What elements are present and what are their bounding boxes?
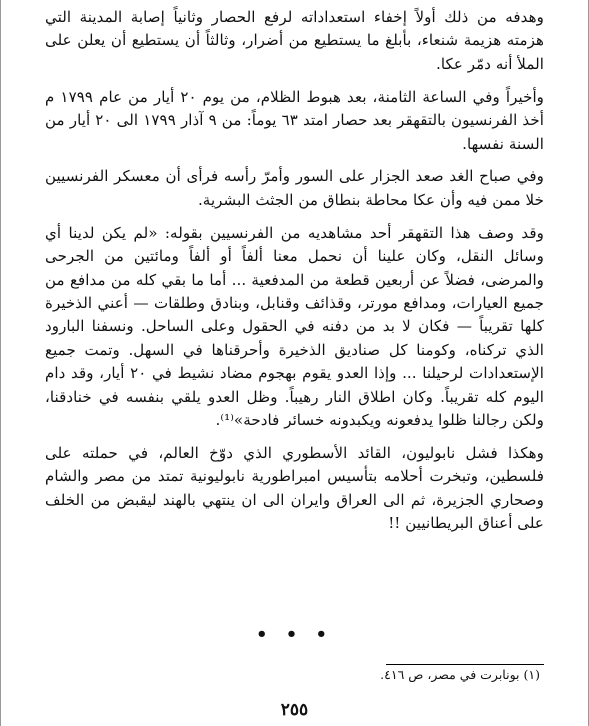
paragraph-3: وفي صباح الغد صعد الجزار على السور وأمرّ رأسه فرأى أن معسكر الفرنسيين خلا ممن فيه وأن عكا محاطة بنطاق من الجثث البشرية. [45, 167, 544, 209]
body-text [45, 6, 544, 545]
page-number: ٢٥٥ [280, 700, 309, 720]
section-separator: • • • [255, 624, 334, 645]
paragraph-2: وأخيراً وفي الساعة الثامنة، بعد هبوط الظلام، من يوم ٢٠ أيار من عام ١٧٩٩ م أخذ الفرنسيون بالتقهقر بعد حصار امتد ٦٣ يوماً: من ٩ آذار ١٧٩٩ الى ٢٠ أيار من السنة نفسها. [45, 87, 545, 153]
footnote-rule [386, 664, 544, 665]
paragraph-4: وقد وصف هذا التقهقر أحد مشاهديه من الفرنسيين بقوله: «لم يكن لدينا أي وسائل النقل، وكان علينا أن نحمل معنا ألفاً أو ألفاً ومائتين من الجرحى والمرضى، فضلاً عن أربعين قطعة من المدفعية ... أما ما بقي كله من مدافع من جميع العيارات، ومدافع مورتر، وقذائف وقنابل، وبنادق وطلقات — أعني الذخيرة كلها تقريباً — فكان لا بد من دفنه في الحقول وعلى الساحل. ونسفنا البارود الذي تركناه، وكومنا كل صناديق الذخيرة وأحرقناها في السهل. وتمت جميع الإستعدادات لرحيلنا ... وإذا العدو يقوم بهجوم مضاد نشيط في ٢٠ أيار، وقد دام اليوم كله تقريباً. وكان اطلاق النار رهيباً. وظل العدو يلقي بنفسه في خنادقنا، ولكن رجالنا ظلوا يدفعونه ويكبدونه خسائر فادحة»⁽¹⁾. [45, 223, 545, 429]
paragraph-5: وهكذا فشل نابوليون، القائد الأسطوري الذي دوّخ العالم، في حملته على فلسطين، وتبخرت أحلامه بتأسيس امبراطورية نابوليونية تمتد من مصر والشام وصحاري الجزيرة، ثم الى العراق وايران الى ان ينتهي بالهند ليقبض من الخلف على أعناق البريطانيين !! [45, 443, 544, 533]
paragraph-1: وهدفه من ذلك أولاً إخفاء استعداداته لرفع الحصار وثانياً إصابة المدينة التي هزمته هزيمة شنعاء، بأبلغ ما يستطيع من أضرار، وثالثاً أن يستطيع أن يعلن على الملأ أنه دمّر عكا. [45, 8, 544, 73]
footnote: (١) بونابرت في مصر، ص ٤١٦. [380, 667, 540, 682]
